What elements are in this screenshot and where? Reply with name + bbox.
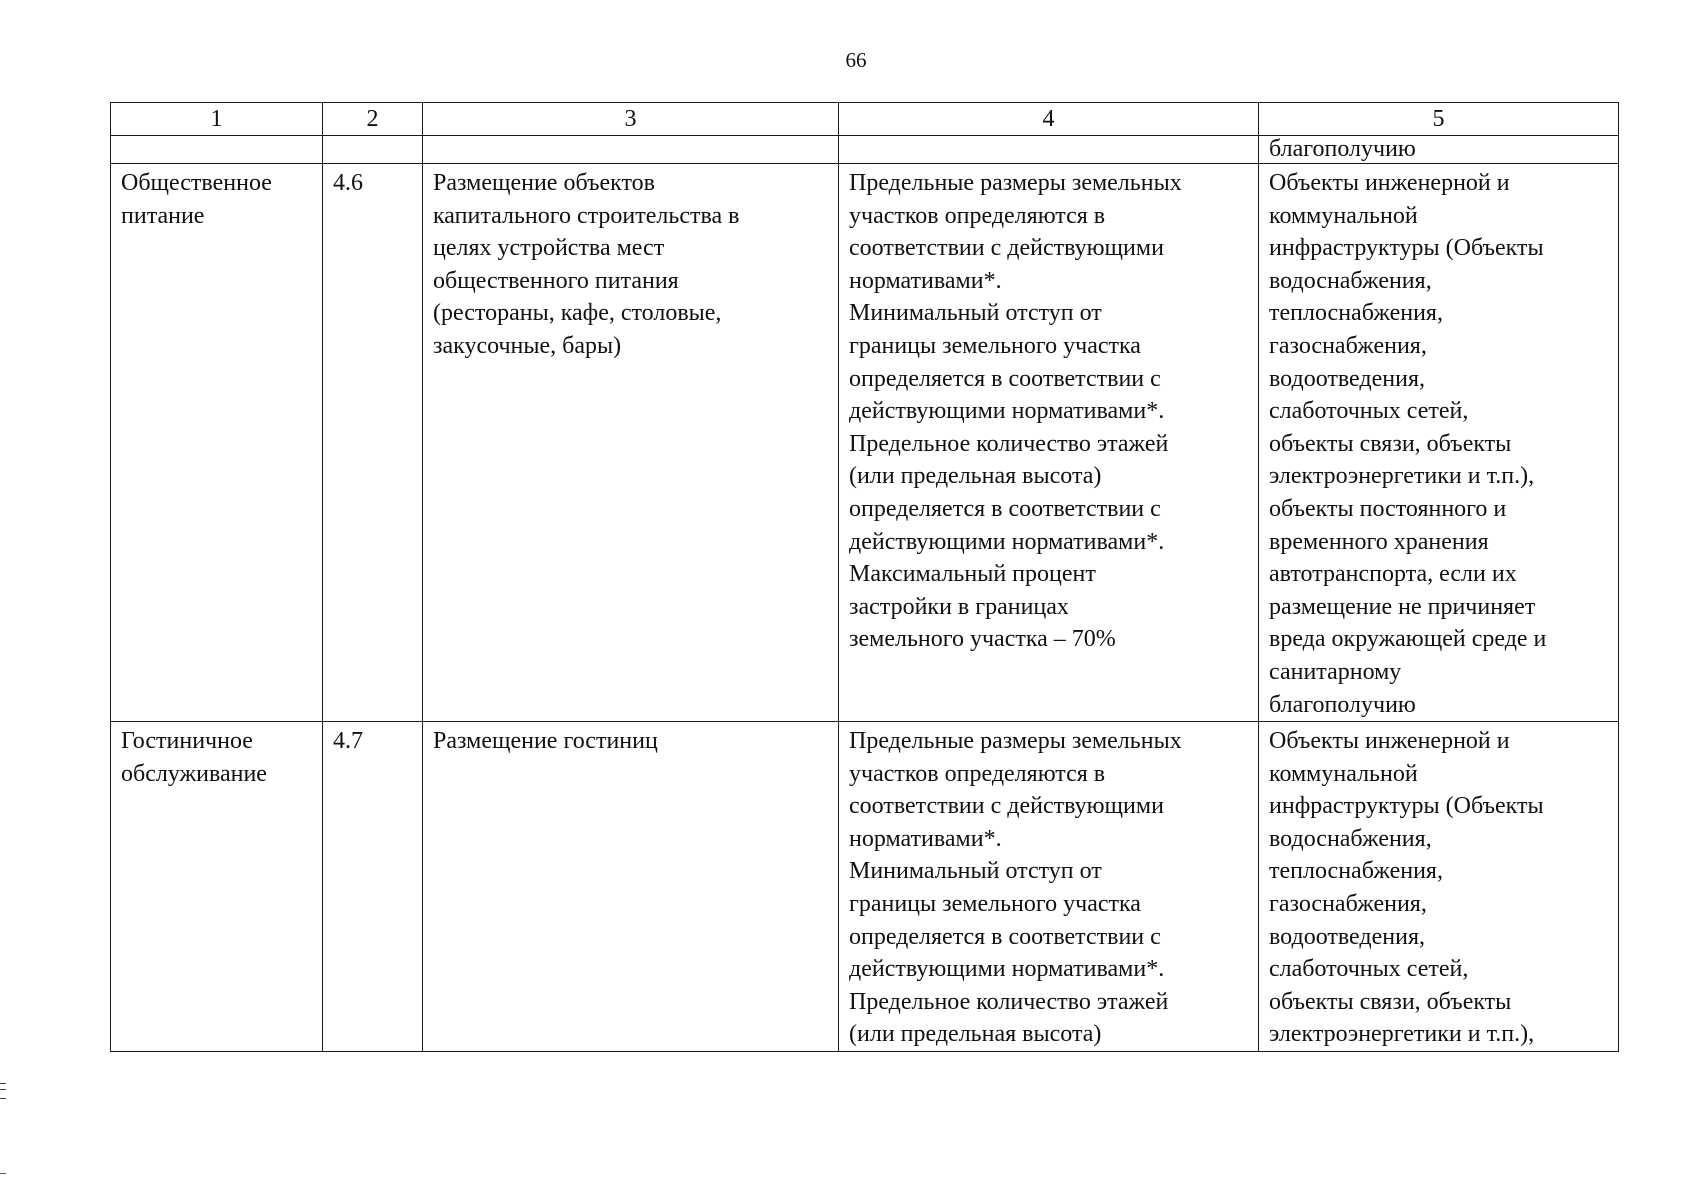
use-description-cell bbox=[423, 722, 839, 1052]
cell-text-line: (или предельная высота) bbox=[849, 463, 1102, 490]
cell-text-line: Объекты инженерной и bbox=[1269, 170, 1510, 196]
cell-text-line: Минимальный отступ от bbox=[849, 300, 1102, 327]
cell-text-line: теплоснабжения, bbox=[1269, 858, 1443, 885]
cell-text-line: определяется в соответствии с bbox=[849, 923, 1161, 950]
cell-text-line: действующими нормативами*. bbox=[849, 956, 1165, 983]
cell-text-line: санитарному bbox=[1269, 658, 1402, 685]
column-number-2: 2 bbox=[323, 103, 423, 136]
margin-scan-mark bbox=[0, 1083, 6, 1099]
cell-text-line: Предельное количество этажей bbox=[849, 430, 1169, 457]
use-code-cell: 4.7 bbox=[323, 722, 423, 1052]
cell-text-line: водоснабжения, bbox=[1269, 267, 1432, 294]
cell-text-line: границы земельного участка bbox=[849, 332, 1141, 359]
column-number-row bbox=[111, 103, 1619, 136]
cell-text-line: (или предельная высота) bbox=[849, 1021, 1102, 1048]
cell-text-line: водоотведения, bbox=[1269, 365, 1425, 392]
continuation-cell-4 bbox=[839, 136, 1259, 164]
cell-text-line: Минимальный отступ от bbox=[849, 858, 1102, 885]
page-number: 66 bbox=[845, 48, 867, 72]
cell-text-line: благополучию bbox=[1269, 691, 1416, 718]
cell-text-line: обслуживание bbox=[121, 760, 267, 787]
column-number-1: 1 bbox=[111, 103, 323, 136]
auxiliary-uses-cell bbox=[1259, 164, 1619, 722]
auxiliary-uses-cell bbox=[1259, 722, 1619, 1052]
column-number-5: 5 bbox=[1259, 103, 1619, 136]
cell-text-line: газоснабжения, bbox=[1269, 332, 1427, 359]
cell-text-line: Размещение объектов bbox=[433, 170, 655, 196]
cell-text-line: объекты связи, объекты bbox=[1269, 430, 1512, 457]
cell-text-line: определяется в соответствии с bbox=[849, 495, 1161, 522]
cell-text-line: коммунальной bbox=[1269, 202, 1418, 229]
cell-text-line: инфраструктуры (Объекты bbox=[1269, 793, 1544, 820]
use-description-cell bbox=[423, 164, 839, 722]
continuation-row bbox=[111, 136, 1619, 164]
cell-text-line: соответствии с действующими bbox=[849, 793, 1164, 820]
cell-text-line: целях устройства мест bbox=[433, 235, 665, 262]
cell-text-line: объекты связи, объекты bbox=[1269, 988, 1512, 1015]
cell-text-line: газоснабжения, bbox=[1269, 891, 1427, 918]
cell-text-line: нормативами*. bbox=[849, 267, 1002, 294]
cell-text-line: участков определяются в bbox=[849, 760, 1106, 787]
cell-text-line: общественного питания bbox=[433, 267, 679, 294]
cell-text-line: слаботочных сетей, bbox=[1269, 398, 1469, 425]
use-name-cell bbox=[111, 164, 323, 722]
cell-text-line: водоотведения, bbox=[1269, 923, 1425, 950]
cell-text-line: электроэнергетики и т.п.), bbox=[1269, 463, 1535, 490]
cell-text-line: Размещение гостиниц bbox=[433, 728, 658, 755]
use-code-cell: 4.6 bbox=[323, 164, 423, 722]
cell-text-line: Максимальный процент bbox=[849, 561, 1096, 588]
cell-text-line: теплоснабжения, bbox=[1269, 300, 1443, 327]
cell-text-line: водоснабжения, bbox=[1269, 825, 1432, 852]
cell-text-line: инфраструктуры (Объекты bbox=[1269, 235, 1544, 262]
cell-text-line: застройки в границах bbox=[849, 593, 1069, 620]
continuation-cell-3 bbox=[423, 136, 839, 164]
cell-text-line: вреда окружающей среде и bbox=[1269, 626, 1547, 653]
margin-scan-dash bbox=[0, 1173, 6, 1174]
cell-text-line: Гостиничное bbox=[121, 728, 253, 755]
cell-text-line: электроэнергетики и т.п.), bbox=[1269, 1021, 1535, 1048]
table-row bbox=[111, 722, 1619, 1052]
cell-text-line: (рестораны, кафе, столовые, bbox=[433, 300, 722, 327]
cell-text-line: Общественное bbox=[121, 170, 272, 196]
continuation-cell-5: благополучию bbox=[1259, 136, 1619, 164]
table-row bbox=[111, 164, 1619, 722]
cell-text-line: Предельное количество этажей bbox=[849, 988, 1169, 1015]
use-parameters-cell bbox=[839, 722, 1259, 1052]
cell-text-line: участков определяются в bbox=[849, 202, 1106, 229]
cell-text-line: земельного участка – 70% bbox=[849, 626, 1116, 653]
cell-text-line: Предельные размеры земельных bbox=[849, 170, 1182, 196]
column-number-4: 4 bbox=[839, 103, 1259, 136]
cell-text-line: капитального строительства в bbox=[433, 202, 740, 229]
continuation-cell-1 bbox=[111, 136, 323, 164]
cell-text-line: временного хранения bbox=[1269, 528, 1489, 555]
cell-text-line: закусочные, бары) bbox=[433, 332, 622, 359]
cell-text-line: действующими нормативами*. bbox=[849, 398, 1165, 425]
cell-text-line: коммунальной bbox=[1269, 760, 1418, 787]
cell-text-line: нормативами*. bbox=[849, 825, 1002, 852]
cell-text-line: Предельные размеры земельных bbox=[849, 728, 1182, 755]
cell-text-line: действующими нормативами*. bbox=[849, 528, 1165, 555]
zoning-table bbox=[110, 102, 1619, 1052]
cell-text-line: соответствии с действующими bbox=[849, 235, 1164, 262]
cell-text-line: размещение не причиняет bbox=[1269, 593, 1536, 620]
cell-text-line: Объекты инженерной и bbox=[1269, 728, 1510, 755]
cell-text-line: границы земельного участка bbox=[849, 891, 1141, 918]
cell-text-line: определяется в соответствии с bbox=[849, 365, 1161, 392]
cell-text-line: питание bbox=[121, 202, 205, 229]
cell-text-line: объекты постоянного и bbox=[1269, 495, 1507, 522]
continuation-cell-2 bbox=[323, 136, 423, 164]
use-name-cell bbox=[111, 722, 323, 1052]
use-parameters-cell bbox=[839, 164, 1259, 722]
cell-text-line: автотранспорта, если их bbox=[1269, 561, 1517, 588]
column-number-3: 3 bbox=[423, 103, 839, 136]
cell-text-line: слаботочных сетей, bbox=[1269, 956, 1469, 983]
